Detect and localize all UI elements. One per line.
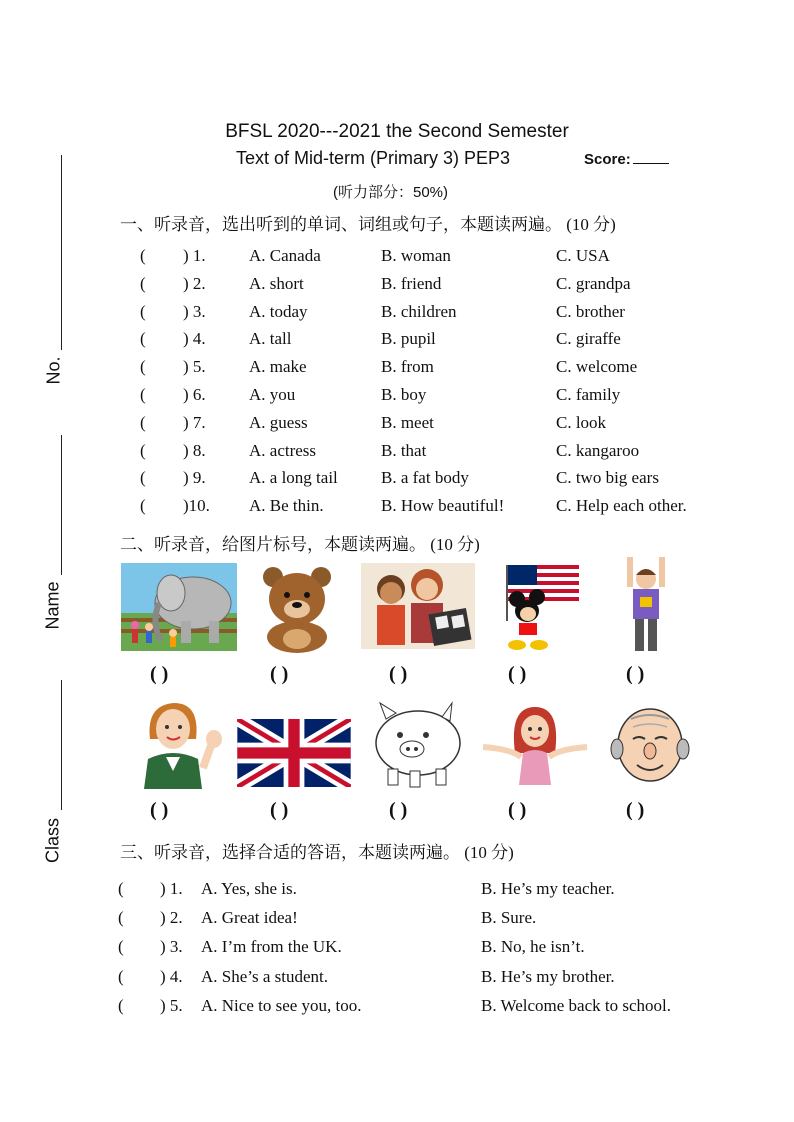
option-a[interactable]: A. Canada (249, 246, 321, 265)
option-b[interactable]: B. from (381, 357, 434, 376)
option-c[interactable]: C. two big ears (556, 468, 659, 487)
item-number: ) 1. (160, 879, 183, 898)
section3-heading: 三、听录音，选择合适的答语，本题读两遍。 (10 分) (120, 843, 514, 862)
answer-blank-open[interactable]: ( (140, 468, 146, 487)
item-number: ) 7. (183, 413, 206, 432)
title-line-2: Text of Mid-term (Primary 3) PEP3 (236, 148, 511, 168)
row1-bracket-3[interactable]: ( ) (389, 663, 408, 685)
item-number: ) 9. (183, 468, 206, 487)
item-number: ) 4. (160, 967, 183, 986)
option-b[interactable]: B. woman (381, 246, 451, 265)
score-field[interactable] (584, 150, 669, 168)
bear-picture (255, 563, 339, 653)
option-a[interactable]: A. make (249, 357, 307, 376)
option-b[interactable]: B. No, he isn’t. (481, 937, 585, 956)
option-c[interactable]: C. Help each other. (556, 496, 687, 515)
row1-bracket-2[interactable]: ( ) (270, 663, 289, 685)
item-number: ) 3. (160, 937, 183, 956)
option-c[interactable]: C. grandpa (556, 274, 631, 293)
elephant-picture (121, 563, 237, 651)
score-label: Score: (584, 151, 631, 168)
answer-blank-open[interactable]: ( (140, 246, 146, 265)
option-b[interactable]: B. meet (381, 413, 434, 432)
girl-picture (481, 703, 589, 785)
option-a[interactable]: A. tall (249, 329, 292, 348)
option-a[interactable]: A. you (249, 385, 296, 404)
no-label: No. (43, 356, 64, 385)
subtitle: (听力部分：50%) (333, 184, 449, 201)
row2-bracket-3[interactable]: ( ) (389, 799, 408, 821)
option-b[interactable]: B. friend (381, 274, 442, 293)
row1-bracket-5[interactable]: ( ) (626, 663, 645, 685)
option-b[interactable]: B. He’s my brother. (481, 967, 615, 986)
answer-blank-open[interactable]: ( (140, 274, 146, 293)
option-a[interactable]: A. Be thin. (249, 496, 324, 515)
answer-blank-open[interactable]: ( (118, 967, 124, 986)
row2-bracket-4[interactable]: ( ) (508, 799, 527, 821)
option-c[interactable]: C. kangaroo (556, 441, 640, 460)
option-b[interactable]: B. that (381, 441, 427, 460)
item-number: ) 4. (183, 329, 206, 348)
item-number: ) 2. (160, 908, 183, 927)
answer-blank-open[interactable]: ( (118, 937, 124, 956)
fat-pig-picture (366, 699, 464, 791)
option-b[interactable]: B. How beautiful! (381, 496, 505, 515)
option-b[interactable]: B. pupil (381, 329, 436, 348)
item-number: ) 1. (183, 246, 206, 265)
option-b[interactable]: B. children (381, 302, 457, 321)
answer-blank-open[interactable]: ( (140, 329, 146, 348)
row1-bracket-4[interactable]: ( ) (508, 663, 527, 685)
answer-blank-open[interactable]: ( (118, 908, 124, 927)
row2-bracket-5[interactable]: ( ) (626, 799, 645, 821)
option-a[interactable]: A. actress (249, 441, 317, 460)
answer-blank-open[interactable]: ( (140, 357, 146, 376)
answer-blank-open[interactable]: ( (140, 385, 146, 404)
option-a[interactable]: A. Great idea! (201, 908, 298, 927)
item-number: ) 3. (183, 302, 206, 321)
title-line-1: BFSL 2020---2021 the Second Semester (225, 121, 569, 142)
answer-blank-open[interactable]: ( (118, 879, 124, 898)
woman-waving-picture (138, 699, 224, 789)
tall-boy-picture (623, 557, 669, 657)
item-number: ) 2. (183, 274, 206, 293)
answer-blank-open[interactable]: ( (118, 996, 124, 1015)
row1-bracket-1[interactable]: ( ) (150, 663, 169, 685)
mickey-flag-picture (497, 561, 583, 653)
answer-blank-open[interactable]: ( (140, 302, 146, 321)
photo-album-picture (361, 563, 475, 649)
score-blank[interactable] (633, 150, 669, 164)
answer-blank-open[interactable]: ( (140, 441, 146, 460)
item-number: ) 5. (183, 357, 206, 376)
uk-flag-picture (237, 719, 351, 787)
option-c[interactable]: C. look (556, 413, 607, 432)
option-c[interactable]: C. giraffe (556, 329, 621, 348)
option-b[interactable]: B. Welcome back to school. (481, 996, 671, 1015)
option-a[interactable]: A. Yes, she is. (201, 879, 297, 898)
option-a[interactable]: A. Nice to see you, too. (201, 996, 362, 1015)
option-c[interactable]: C. family (556, 385, 621, 404)
option-c[interactable]: C. brother (556, 302, 625, 321)
option-a[interactable]: A. today (249, 302, 308, 321)
section2-heading: 二、听录音，给图片标号，本题读两遍。 (10 分) (120, 535, 480, 554)
option-c[interactable]: C. welcome (556, 357, 638, 376)
option-a[interactable]: A. I’m from the UK. (201, 937, 342, 956)
option-a[interactable]: A. She’s a student. (201, 967, 329, 986)
item-number: ) 8. (183, 441, 206, 460)
class-label: Class (42, 818, 63, 864)
item-number: )10. (183, 496, 210, 515)
option-a[interactable]: A. a long tail (249, 468, 338, 487)
answer-blank-open[interactable]: ( (140, 496, 146, 515)
name-label: Name (42, 581, 63, 630)
class-line (61, 680, 62, 810)
row2-bracket-2[interactable]: ( ) (270, 799, 289, 821)
option-b[interactable]: B. Sure. (481, 908, 537, 927)
answer-blank-open[interactable]: ( (140, 413, 146, 432)
option-a[interactable]: A. short (249, 274, 304, 293)
option-b[interactable]: B. a fat body (381, 468, 469, 487)
section1-heading: 一、听录音，选出听到的单词、词组或句子，本题读两遍。 (10 分) (120, 215, 616, 234)
item-number: ) 5. (160, 996, 183, 1015)
item-number: ) 6. (183, 385, 206, 404)
option-b[interactable]: B. boy (381, 385, 427, 404)
no-line (61, 155, 62, 350)
grandpa-picture (609, 705, 691, 785)
name-line (61, 435, 62, 575)
option-c[interactable]: C. USA (556, 246, 610, 265)
row2-bracket-1[interactable]: ( ) (150, 799, 169, 821)
option-a[interactable]: A. guess (249, 413, 308, 432)
option-b[interactable]: B. He’s my teacher. (481, 879, 615, 898)
